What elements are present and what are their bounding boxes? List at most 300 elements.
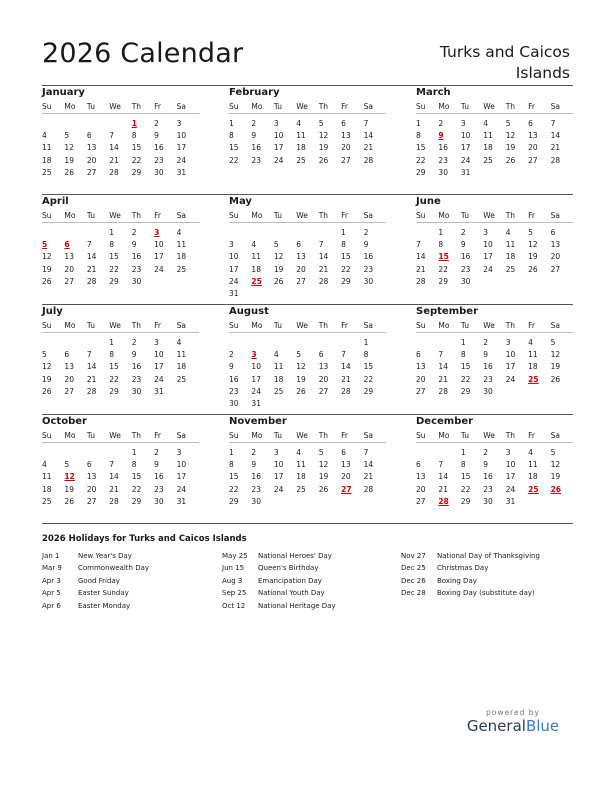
weekday-label: Tu [273,102,283,111]
day-cell: 1 [460,448,466,457]
day-cell: 13 [296,252,306,262]
day-cell: 5 [528,228,533,237]
day-cell: 19 [273,264,284,274]
weekday-label: Mo [251,102,263,111]
day-cell: 24 [154,374,164,384]
month-december [416,415,573,508]
month-name: July [42,306,63,317]
day-cell: 28 [318,276,329,286]
day-cell: 2 [460,228,466,237]
holiday-entry [42,550,149,562]
day-cell: 1 [131,448,137,457]
day-cell: 31 [460,167,471,177]
weekday-label: Fr [154,431,161,440]
day-cell: 29 [363,386,374,396]
day-cell: 27 [318,386,329,396]
day-cell: 16 [483,472,493,482]
day-cell: 22 [131,155,142,165]
day-cell: 16 [251,143,261,153]
weekday-header [42,209,199,223]
holiday-name: Christmas Day [437,564,489,573]
day-cell: 9 [251,131,257,141]
day-cell: 21 [109,155,119,165]
weekday-label: Sa [550,321,560,330]
holiday-date: Apr 5 [42,589,61,598]
day-cell: 8 [416,131,421,141]
empty-day-cell [109,118,131,130]
day-cell: 19 [528,252,538,262]
day-cell: 29 [131,167,142,177]
empty-day-cell [416,227,438,239]
day-cell: 20 [550,252,561,262]
day-cell: 24 [251,386,261,396]
weekday-label: Tu [273,211,283,220]
day-cell: 18 [42,484,52,494]
day-cell: 20 [341,143,351,153]
holiday-name: Good Friday [78,576,120,585]
day-cell: 6 [296,240,302,250]
month-name: December [416,416,474,427]
day-cell: 30 [154,496,164,506]
empty-day-cell [42,447,64,459]
day-cell: 3 [154,338,159,347]
weekday-label: Tu [86,321,96,330]
day-cell: 11 [483,131,493,141]
day-cell: 1 [363,338,369,347]
weekday-label: Fr [341,102,348,111]
weekday-label: Fr [341,431,348,440]
weekday-label: Fr [528,431,535,440]
country-name [330,42,570,84]
empty-day-cell [42,337,64,349]
day-cell: 14 [363,131,374,141]
day-cell: 11 [273,362,284,372]
day-cell: 8 [229,460,234,470]
day-cell: 27 [86,496,97,506]
day-cell: 27 [416,386,426,396]
day-cell: 10 [505,460,516,470]
weekday-label: Su [229,431,239,440]
day-cell: 25 [296,155,306,165]
day-cell: 2 [483,338,489,347]
month-name: June [416,196,441,207]
day-cell: 20 [86,484,97,494]
day-cell: 2 [438,119,444,128]
day-cell: 26 [42,386,52,396]
day-cell: 22 [131,484,142,494]
day-cell: 24 [229,276,239,286]
weekday-label: Su [42,431,52,440]
day-cell: 11 [176,350,187,360]
holiday-entry [42,562,149,574]
day-cell: 27 [341,155,351,165]
month-january [42,86,199,179]
day-cell: 8 [341,240,346,250]
holiday-entry [222,600,336,612]
weekday-header [229,100,386,114]
day-cell: 23 [483,484,493,494]
day-cell: 18 [273,374,284,384]
holiday-day-cell: 28 [438,496,449,506]
day-cell: 15 [460,472,471,482]
empty-day-cell [274,337,296,349]
day-cell: 17 [154,362,164,372]
day-cell: 13 [341,460,351,470]
holidays-column [401,550,540,600]
month-name: January [42,87,85,98]
weekday-header [416,100,573,114]
weekday-label: We [109,321,121,330]
weekday-header [416,209,573,223]
brand-name [458,717,568,735]
empty-day-cell [87,447,109,459]
weekday-label: Tu [86,102,96,111]
day-cell: 4 [273,350,279,360]
weekday-label: Sa [363,211,373,220]
day-cell: 18 [483,143,493,153]
day-cell: 26 [64,167,74,177]
day-cell: 23 [251,155,261,165]
empty-day-cell [229,227,251,239]
weekday-label: Mo [438,431,450,440]
weekday-label: Fr [154,321,161,330]
day-cell: 21 [109,484,119,494]
empty-day-cell [438,337,460,349]
holiday-date: Dec 28 [401,589,426,598]
day-cell: 6 [528,119,533,128]
day-cell: 20 [341,472,351,482]
day-cell: 23 [229,386,239,396]
holiday-name: Boxing Day [437,576,477,585]
day-cell: 4 [483,119,489,128]
day-cell: 4 [251,240,257,250]
day-cell: 16 [229,374,239,384]
day-cell: 19 [64,484,74,494]
day-cell: 1 [109,228,115,237]
day-cell: 3 [460,119,466,128]
weekday-label: Mo [251,211,263,220]
day-cell: 5 [64,131,70,141]
weekday-label: Tu [460,431,470,440]
holiday-day-cell: 26 [550,484,561,494]
day-cell: 10 [154,240,164,250]
day-cell: 17 [251,374,261,384]
empty-day-cell [42,118,64,130]
day-cell: 23 [363,264,374,274]
weekday-label: Su [416,431,426,440]
day-cell: 7 [363,119,369,128]
holiday-name: National Heritage Day [258,601,336,610]
day-cell: 18 [251,264,261,274]
day-cell: 13 [86,143,97,153]
holidays-title: 2026 Holidays for Turks and Caicos Islands [42,534,247,544]
holiday-name: Boxing Day (substitute day) [437,589,535,598]
day-cell: 31 [176,496,187,506]
day-cell: 1 [438,228,444,237]
day-cell: 6 [416,460,421,470]
day-cell: 31 [154,386,164,396]
day-cell: 8 [109,350,115,360]
weekday-label: Th [505,431,516,440]
day-cell: 29 [460,496,471,506]
day-cell: 30 [363,276,374,286]
day-cell: 2 [229,350,234,360]
day-cell: 20 [86,155,97,165]
day-grid [42,118,199,179]
day-cell: 7 [363,448,369,457]
day-cell: 14 [438,362,448,372]
day-cell: 3 [273,448,279,457]
day-cell: 9 [131,350,137,360]
day-cell: 9 [154,460,159,470]
day-cell: 13 [550,240,561,250]
day-cell: 9 [131,240,137,250]
holidays-column [222,550,336,612]
day-cell: 11 [42,143,52,153]
weekday-label: Th [318,102,329,111]
weekday-label: Su [416,102,426,111]
holiday-name: National Heroes' Day [258,552,332,560]
country-name-line-2: Islands [515,64,570,82]
day-cell: 7 [109,131,115,141]
holiday-day-cell: 1 [131,119,137,128]
brand-name-part1: General [466,717,526,735]
day-cell: 4 [176,228,182,237]
holiday-date: Dec 26 [401,576,426,585]
day-cell: 5 [318,119,324,128]
day-cell: 19 [505,143,516,153]
holiday-entry [222,562,336,574]
day-cell: 15 [131,472,142,482]
day-cell: 4 [296,448,302,457]
day-cell: 12 [528,240,538,250]
month-name: May [229,196,252,207]
month-october [42,415,199,508]
day-cell: 19 [64,155,74,165]
holiday-day-cell: 3 [251,350,257,360]
holiday-date: Dec 25 [401,564,426,573]
day-cell: 2 [251,119,257,128]
day-cell: 9 [154,131,159,141]
day-cell: 25 [505,264,516,274]
day-cell: 7 [86,240,92,250]
day-cell: 30 [438,167,448,177]
day-cell: 26 [273,276,284,286]
weekday-label: Su [42,211,52,220]
weekday-header [42,100,199,114]
day-cell: 8 [131,460,137,470]
weekday-label: We [296,102,308,111]
country-name-line-1: Turks and Caicos [439,43,570,61]
month-name: April [42,196,69,207]
weekday-label: Fr [528,102,535,111]
day-cell: 28 [363,155,374,165]
day-cell: 21 [86,264,97,274]
day-cell: 28 [86,276,97,286]
day-cell: 24 [505,374,516,384]
day-cell: 7 [109,460,115,470]
day-cell: 16 [363,252,374,262]
day-cell: 31 [176,167,187,177]
holidays-column [42,550,149,612]
weekday-header [229,429,386,443]
holiday-name: National Day of Thanksgiving [437,552,540,560]
day-cell: 11 [176,240,187,250]
weekday-label: Sa [176,431,186,440]
day-cell: 2 [483,448,489,457]
weekday-label: Tu [273,431,283,440]
holiday-entry [222,575,336,587]
weekday-label: Fr [341,321,348,330]
day-cell: 16 [131,362,142,372]
day-cell: 14 [550,131,561,141]
empty-day-cell [319,337,341,349]
day-cell: 15 [416,143,426,153]
day-grid [42,447,199,508]
weekday-header [416,429,573,443]
day-cell: 21 [318,264,329,274]
day-cell: 14 [318,252,329,262]
day-grid [229,118,386,167]
empty-day-cell [87,337,109,349]
day-cell: 10 [176,460,187,470]
holiday-day-cell: 27 [341,484,352,494]
page-title: 2026 Calendar [42,38,244,69]
weekday-label: Fr [528,211,535,220]
day-cell: 14 [109,143,119,153]
day-cell: 23 [483,374,493,384]
day-cell: 12 [296,362,306,372]
empty-day-cell [229,337,251,349]
day-cell: 24 [154,264,164,274]
day-cell: 31 [251,398,261,408]
day-grid [416,118,573,179]
weekday-label: We [483,211,495,220]
day-cell: 24 [505,484,516,494]
day-grid [42,227,199,288]
day-cell: 13 [528,131,538,141]
weekday-label: We [109,431,121,440]
empty-day-cell [319,227,341,239]
weekday-label: Mo [438,321,450,330]
day-cell: 25 [176,264,187,274]
day-cell: 20 [416,374,426,384]
day-cell: 16 [154,472,164,482]
weekday-label: Su [42,321,52,330]
day-cell: 22 [460,374,471,384]
day-cell: 21 [550,143,561,153]
day-cell: 29 [416,167,426,177]
day-cell: 16 [131,252,142,262]
day-cell: 15 [229,472,239,482]
day-cell: 24 [273,155,284,165]
weekday-label: Th [318,211,329,220]
month-february [229,86,386,167]
weekday-label: Tu [86,431,96,440]
day-cell: 12 [318,131,329,141]
weekday-label: We [296,431,308,440]
holiday-entry [401,550,540,562]
day-cell: 27 [64,276,74,286]
day-cell: 25 [273,386,284,396]
day-cell: 20 [64,374,74,384]
holiday-day-cell: 9 [438,131,444,141]
day-cell: 22 [416,155,426,165]
day-cell: 5 [505,119,511,128]
weekday-label: Sa [363,102,373,111]
day-cell: 11 [505,240,516,250]
day-cell: 7 [341,350,346,360]
month-july [42,305,199,398]
day-cell: 2 [131,228,137,237]
day-cell: 26 [296,386,306,396]
day-cell: 21 [341,374,351,384]
month-name: October [42,416,87,427]
day-cell: 12 [318,460,329,470]
day-cell: 25 [176,374,187,384]
day-cell: 5 [64,460,70,470]
holiday-entry [401,575,540,587]
day-cell: 6 [86,460,92,470]
day-cell: 7 [416,240,421,250]
day-cell: 3 [505,338,511,347]
day-cell: 25 [296,484,306,494]
weekday-label: Mo [64,211,76,220]
holiday-date: Sep 25 [222,589,247,598]
holiday-day-cell: 12 [64,472,75,482]
weekday-label: Sa [363,431,373,440]
day-cell: 7 [550,119,556,128]
day-cell: 24 [483,264,493,274]
day-cell: 26 [318,155,329,165]
weekday-label: Tu [273,321,283,330]
day-cell: 10 [483,240,493,250]
day-cell: 9 [483,350,489,360]
brand-name-part2: Blue [525,717,560,735]
day-cell: 1 [229,448,234,457]
day-cell: 10 [273,460,284,470]
day-cell: 8 [109,240,115,250]
day-cell: 24 [176,155,187,165]
day-cell: 18 [505,252,516,262]
brand-logo [458,708,568,735]
weekday-label: Fr [528,321,535,330]
day-cell: 12 [505,131,516,141]
day-cell: 18 [528,362,538,372]
day-cell: 11 [42,472,52,482]
day-cell: 15 [229,143,239,153]
weekday-header [42,319,199,333]
day-cell: 23 [460,264,471,274]
day-cell: 24 [176,484,187,494]
holiday-name: Easter Monday [78,601,131,610]
weekday-label: We [296,321,308,330]
day-cell: 2 [363,228,369,237]
weekday-label: Su [42,102,52,111]
day-cell: 2 [154,448,159,457]
day-cell: 9 [229,362,234,372]
day-cell: 13 [64,362,74,372]
month-name: March [416,87,451,98]
weekday-label: We [109,102,121,111]
day-cell: 21 [86,374,97,384]
holiday-day-cell: 25 [251,276,262,286]
holiday-entry [222,550,336,562]
holiday-entry [42,587,149,599]
day-cell: 25 [42,167,52,177]
holiday-entry [42,600,149,612]
day-cell: 22 [109,374,119,384]
